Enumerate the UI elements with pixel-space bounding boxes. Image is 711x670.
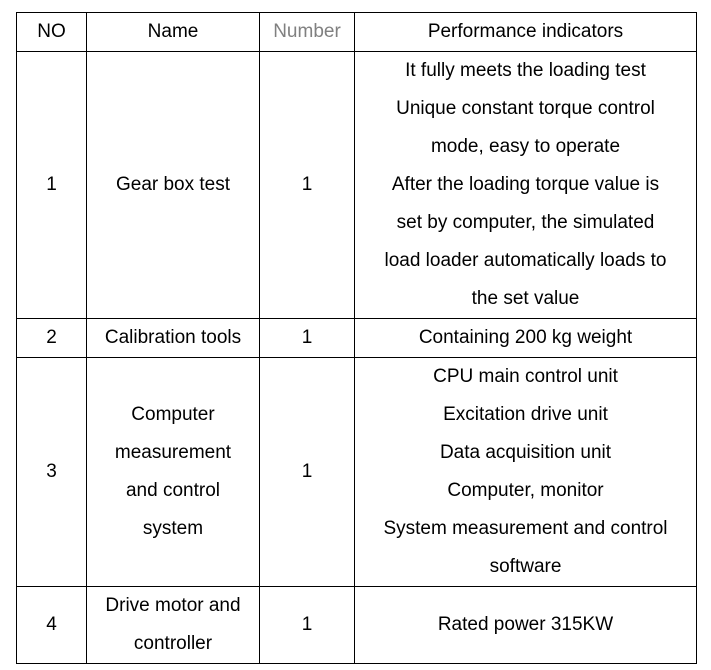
cell-number: 1 — [260, 52, 355, 319]
performance-line: load loader automatically loads to — [384, 250, 667, 271]
cell-no: 3 — [17, 358, 87, 587]
table-row — [17, 587, 697, 664]
name-line: Gear box test — [115, 174, 231, 195]
header-number: Number — [260, 13, 355, 52]
header-performance: Performance indicators — [355, 13, 697, 52]
cell-performance — [355, 52, 697, 319]
cell-name — [87, 52, 260, 319]
performance-line: Data acquisition unit — [439, 442, 612, 463]
name-line: controller — [133, 633, 213, 654]
performance-line: Unique constant torque control — [396, 98, 655, 119]
cell-number: 1 — [260, 319, 355, 358]
cell-no: 2 — [17, 319, 87, 358]
name-line: system — [142, 518, 204, 539]
name-line: Computer — [131, 404, 215, 425]
header-row — [17, 13, 697, 52]
performance-line: After the loading torque value is — [391, 174, 660, 195]
specification-table — [16, 12, 697, 664]
performance-line: System measurement and control — [383, 518, 668, 539]
performance-line: Computer, monitor — [447, 480, 604, 501]
cell-number: 1 — [260, 587, 355, 664]
header-no: NO — [17, 13, 87, 52]
performance-line: It fully meets the loading test — [405, 60, 646, 81]
cell-name — [87, 319, 260, 358]
performance-line: software — [489, 556, 562, 577]
cell-name — [87, 587, 260, 664]
table-row — [17, 358, 697, 587]
cell-name — [87, 358, 260, 587]
performance-line: mode, easy to operate — [430, 136, 621, 157]
table-row — [17, 319, 697, 358]
cell-performance — [355, 358, 697, 587]
table-row — [17, 52, 697, 319]
performance-line: Rated power 315KW — [437, 614, 614, 635]
header-name: Name — [87, 13, 260, 52]
cell-no: 4 — [17, 587, 87, 664]
performance-line: Containing 200 kg weight — [418, 327, 633, 348]
performance-line: the set value — [471, 288, 580, 309]
cell-number: 1 — [260, 358, 355, 587]
name-line: Calibration tools — [104, 327, 242, 348]
performance-line: Excitation drive unit — [443, 404, 608, 425]
name-line: and control — [125, 480, 220, 501]
performance-line: CPU main control unit — [433, 366, 618, 387]
performance-line: set by computer, the simulated — [396, 212, 655, 233]
cell-performance — [355, 319, 697, 358]
cell-performance — [355, 587, 697, 664]
name-line: measurement — [114, 442, 232, 463]
name-line: Drive motor and — [105, 595, 241, 616]
cell-no: 1 — [17, 52, 87, 319]
